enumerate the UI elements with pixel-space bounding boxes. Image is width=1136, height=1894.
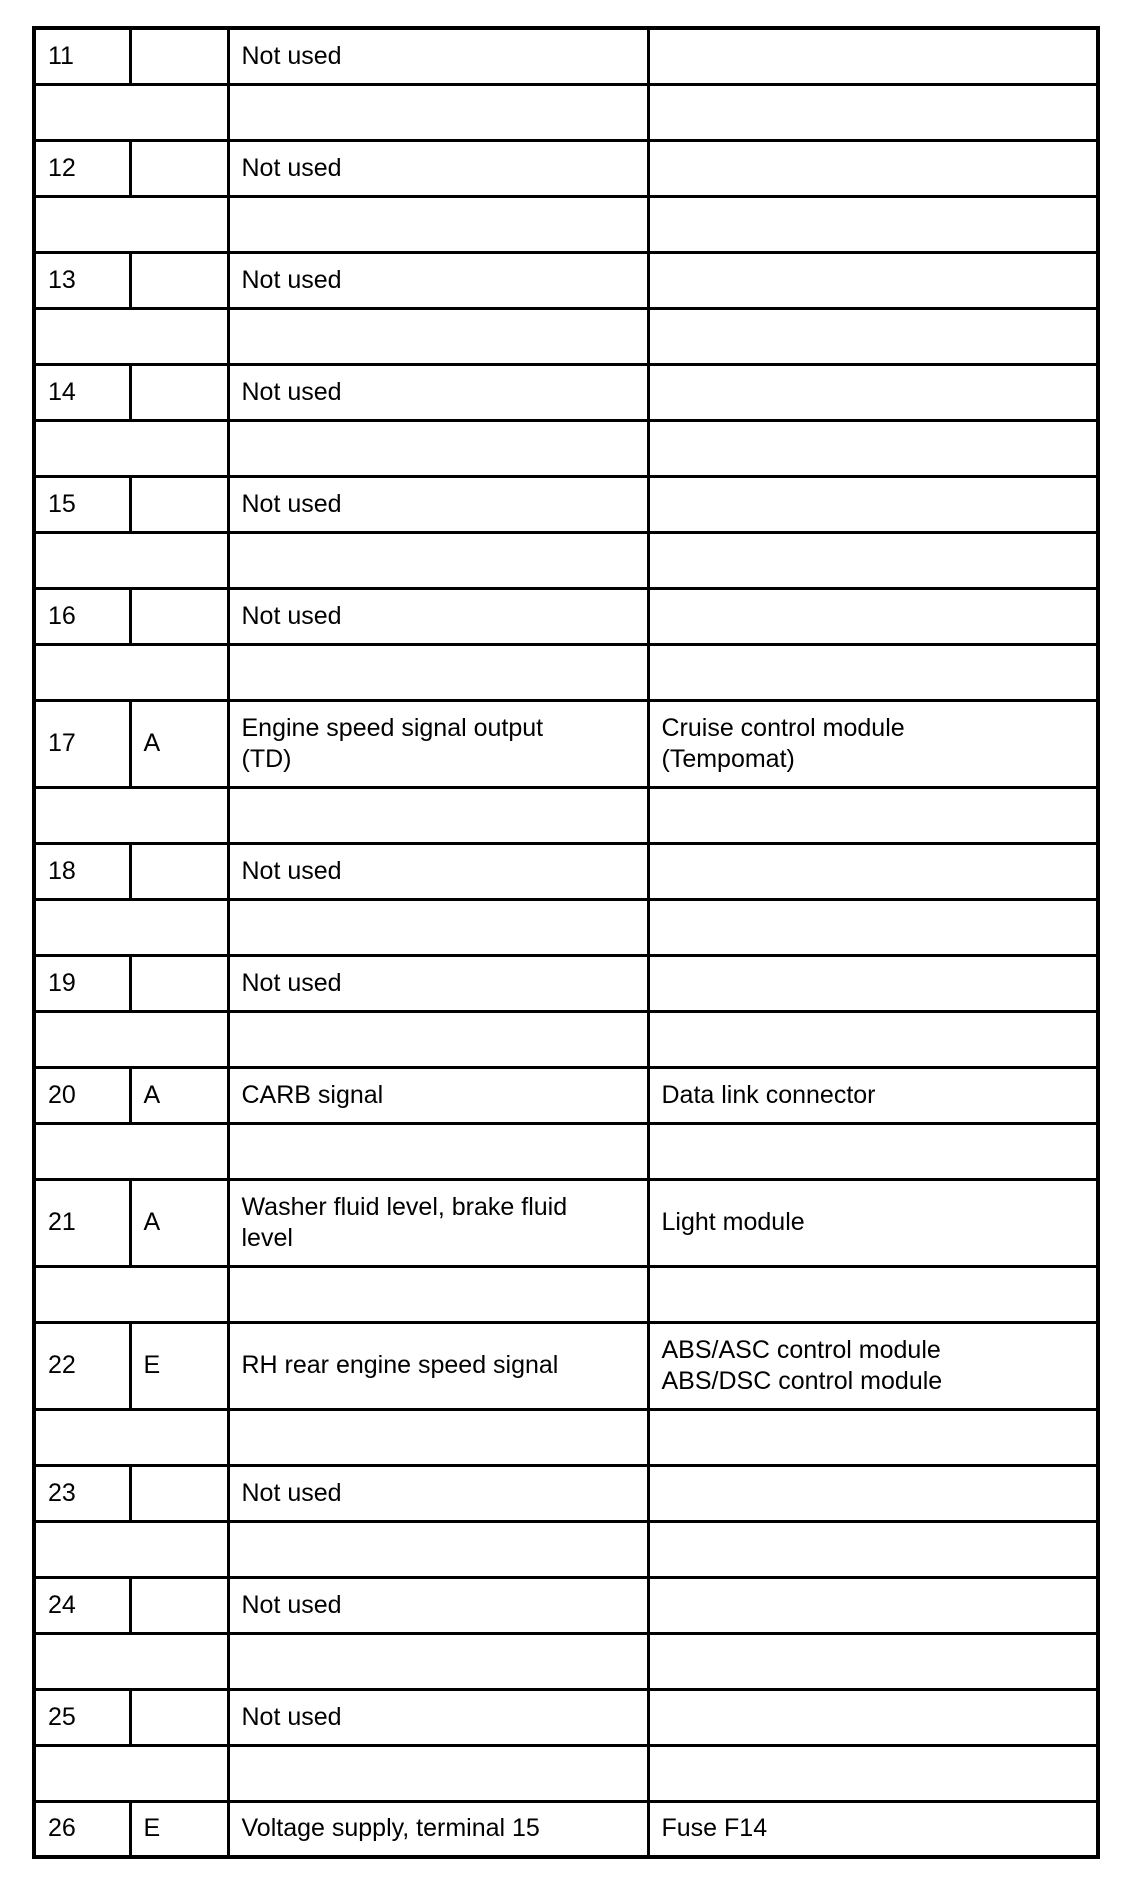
signal-type-cell [130,1322,228,1409]
signal-type-cell [130,1465,228,1521]
connection-cell [648,1689,1098,1745]
pin-number-cell-text: 17 [48,729,76,757]
pin-number-cell-text: 26 [48,1814,76,1843]
connection-cell-text: Fuse F14 [661,1814,768,1843]
description-cell [228,252,648,308]
spacer-cell-pin [34,1123,228,1179]
description-cell [228,1801,648,1857]
spacer-row [34,1521,1098,1577]
description-cell-text: Not used [241,1478,342,1507]
signal-type-cell [130,140,228,196]
connection-cell [648,28,1098,84]
pin-assignment-table [32,26,1100,1859]
pin-number-cell-text: 14 [48,377,76,406]
connection-cell [648,140,1098,196]
spacer-cell-description [228,84,648,140]
spacer-cell-connection [648,84,1098,140]
spacer-cell-pin [34,1011,228,1067]
description-cell-text: Not used [241,489,342,518]
spacer-cell-description [228,1011,648,1067]
connection-cell [648,843,1098,899]
spacer-row [34,308,1098,364]
pin-number-cell [34,1067,130,1123]
description-cell-text: CARB signal [241,1080,384,1109]
spacer-cell-connection [648,420,1098,476]
description-cell [228,588,648,644]
signal-type-cell [130,1801,228,1857]
connection-cell [648,1801,1098,1857]
spacer-cell-pin [34,196,228,252]
spacer-row [34,1633,1098,1689]
description-cell [228,364,648,420]
spacer-cell-pin [34,1409,228,1465]
description-cell-text: Engine speed signal output (TD) [241,713,544,773]
spacer-cell-description [228,787,648,843]
spacer-row [34,899,1098,955]
connection-cell-text: Light module [661,1208,805,1236]
pin-number-cell-text: 20 [48,1080,76,1109]
signal-type-cell-text: A [143,1208,161,1236]
spacer-cell-description [228,899,648,955]
spacer-cell-description [228,1745,648,1801]
description-cell [228,1322,648,1409]
signal-type-cell [130,700,228,787]
description-cell-text: Not used [241,968,342,997]
spacer-cell-pin [34,532,228,588]
signal-type-cell [130,476,228,532]
connection-cell-text: Cruise control module (Tempomat) [661,713,905,773]
connection-cell [648,1179,1098,1266]
spacer-cell-description [228,308,648,364]
pin-table-body [34,28,1098,1857]
spacer-cell-connection [648,787,1098,843]
spacer-cell-description [228,644,648,700]
signal-type-cell-text: E [143,1351,161,1379]
description-cell-text: Voltage supply, terminal 15 [241,1814,540,1843]
pin-number-cell [34,1577,130,1633]
connection-cell [648,1577,1098,1633]
pin-number-cell-text: 25 [48,1702,76,1731]
description-cell [228,700,648,787]
pin-number-cell [34,364,130,420]
spacer-cell-pin [34,420,228,476]
spacer-cell-connection [648,1011,1098,1067]
spacer-cell-pin [34,787,228,843]
spacer-row [34,1266,1098,1322]
pin-number-cell [34,588,130,644]
spacer-cell-description [228,420,648,476]
signal-type-cell [130,252,228,308]
pin-number-cell-text: 24 [48,1590,76,1619]
spacer-row [34,1011,1098,1067]
signal-type-cell [130,843,228,899]
connection-cell-text: ABS/ASC control module ABS/DSC control module [661,1335,943,1395]
spacer-cell-pin [34,644,228,700]
description-cell-text: Washer fluid level, brake fluid level [241,1192,568,1252]
table-row [34,364,1098,420]
description-cell-text: Not used [241,856,342,885]
table-row [34,1577,1098,1633]
spacer-cell-description [228,532,648,588]
spacer-cell-connection [648,1123,1098,1179]
connection-cell [648,1465,1098,1521]
description-cell [228,1577,648,1633]
pin-number-cell [34,1179,130,1266]
pin-number-cell [34,252,130,308]
spacer-cell-connection [648,1633,1098,1689]
pin-number-cell [34,28,130,84]
pin-number-cell [34,700,130,787]
description-cell-text: Not used [241,377,342,406]
pin-number-cell [34,1322,130,1409]
description-cell-text: Not used [241,1590,342,1619]
table-row [34,28,1098,84]
spacer-cell-description [228,1409,648,1465]
spacer-cell-pin [34,1745,228,1801]
pin-number-cell [34,955,130,1011]
spacer-row [34,84,1098,140]
table-row [34,1179,1098,1266]
connection-cell-text: Data link connector [661,1080,876,1109]
spacer-cell-pin [34,1521,228,1577]
pin-number-cell-text: 15 [48,489,76,518]
spacer-cell-description [228,1521,648,1577]
signal-type-cell [130,364,228,420]
pin-number-cell [34,140,130,196]
signal-type-cell [130,1067,228,1123]
pin-number-cell-text: 16 [48,601,76,630]
table-row [34,1465,1098,1521]
pin-number-cell [34,1465,130,1521]
table-row [34,1322,1098,1409]
spacer-cell-connection [648,1409,1098,1465]
spacer-cell-connection [648,1521,1098,1577]
spacer-row [34,1123,1098,1179]
pin-number-cell-text: 23 [48,1478,76,1507]
spacer-cell-connection [648,644,1098,700]
pin-number-cell [34,476,130,532]
pin-number-cell-text: 19 [48,968,76,997]
signal-type-cell [130,588,228,644]
description-cell [228,1067,648,1123]
connection-cell [648,1067,1098,1123]
table-row [34,588,1098,644]
spacer-row [34,532,1098,588]
spacer-row [34,787,1098,843]
pin-number-cell-text: 22 [48,1351,76,1379]
pin-number-cell-text: 18 [48,856,76,885]
pin-number-cell-text: 11 [48,41,74,70]
signal-type-cell [130,1577,228,1633]
signal-type-cell [130,1689,228,1745]
spacer-cell-description [228,196,648,252]
description-cell-text: Not used [241,153,342,182]
connection-cell [648,955,1098,1011]
spacer-cell-pin [34,1633,228,1689]
table-row [34,1801,1098,1857]
description-cell [228,1179,648,1266]
table-row [34,476,1098,532]
pin-number-cell-text: 21 [48,1208,76,1236]
description-cell-text: Not used [241,601,342,630]
spacer-cell-description [228,1123,648,1179]
connection-cell [648,252,1098,308]
spacer-row [34,420,1098,476]
spacer-row [34,1409,1098,1465]
description-cell-text: RH rear engine speed signal [241,1351,559,1379]
pin-number-cell-text: 13 [48,265,76,294]
spacer-row [34,1745,1098,1801]
description-cell-text: Not used [241,41,342,70]
connection-cell [648,364,1098,420]
signal-type-cell [130,28,228,84]
pin-number-cell-text: 12 [48,153,76,182]
signal-type-cell [130,955,228,1011]
connection-cell [648,1322,1098,1409]
signal-type-cell-text: A [143,1080,161,1109]
description-cell-text: Not used [241,1702,342,1731]
table-row [34,700,1098,787]
spacer-cell-pin [34,84,228,140]
signal-type-cell-text: A [143,729,161,757]
spacer-cell-connection [648,196,1098,252]
spacer-row [34,196,1098,252]
signal-type-cell [130,1179,228,1266]
connection-cell [648,588,1098,644]
description-cell [228,476,648,532]
spacer-cell-connection [648,1745,1098,1801]
table-row [34,140,1098,196]
table-row [34,252,1098,308]
description-cell [228,1465,648,1521]
table-row [34,843,1098,899]
spacer-cell-connection [648,1266,1098,1322]
description-cell [228,140,648,196]
table-row [34,1067,1098,1123]
spacer-cell-connection [648,308,1098,364]
spacer-cell-connection [648,532,1098,588]
pin-number-cell [34,1689,130,1745]
table-row [34,955,1098,1011]
spacer-cell-pin [34,308,228,364]
spacer-cell-pin [34,1266,228,1322]
description-cell-text: Not used [241,265,342,294]
spacer-cell-pin [34,899,228,955]
pin-number-cell [34,1801,130,1857]
table-row [34,1689,1098,1745]
connection-cell [648,476,1098,532]
spacer-cell-description [228,1633,648,1689]
description-cell [228,955,648,1011]
description-cell [228,1689,648,1745]
spacer-cell-connection [648,899,1098,955]
pin-number-cell [34,843,130,899]
spacer-cell-description [228,1266,648,1322]
description-cell [228,843,648,899]
spacer-row [34,644,1098,700]
connection-cell [648,700,1098,787]
signal-type-cell-text: E [143,1814,161,1843]
description-cell [228,28,648,84]
